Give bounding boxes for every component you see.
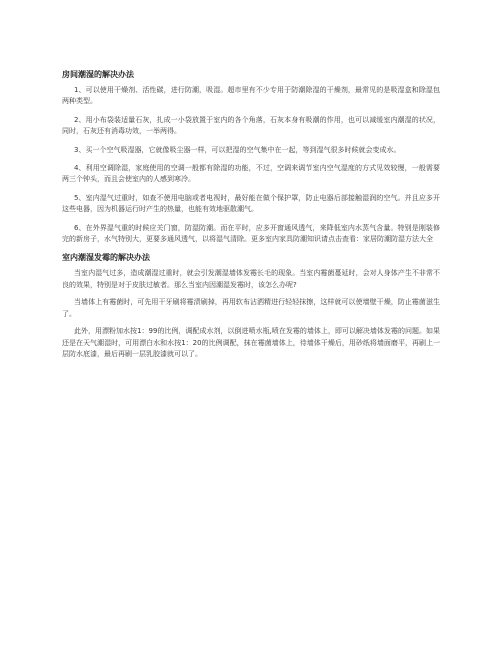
paragraph-mold-bleach: 此外，用漂粉加水按1：99的比例，调配成水剂，以倒进喷水瓶,喷在发霉的墙体上，即可以解决墙体发霉的问题。如果还是在天气潮湿时，可用漂白水和水按1：20的比例调配，抹在霉菌墙体上，待墙体干燥后，用砂纸将墙面磨平，再刷上一层防水底漆，最后再刷一层乳胶漆就可以了。 — [62, 327, 440, 358]
paragraph-dehumidifier: 3、买一个空气吸湿器，它就像吸尘器一样，可以把湿的空气集中在一起，等到湿气很多时候就会变成水。 — [74, 145, 401, 154]
paragraph-mold-brush: 当墙体上有霉菌时，可先用干牙刷将霉渍刷掉，再用软布沾洒精进行轻轻抹擦，这样就可以使墙壁干燥，防止霉菌滋生了。 — [62, 298, 440, 318]
section-title-dampness-solutions: 房间潮湿的解决办法 — [62, 70, 134, 79]
paragraph-lime-bag: 2、用小布袋装适量石灰，扎成一小袋放置于室内的各个角落，石灰本身有吸潮的作用，也可以减缓室内潮湿的状况，同时，石灰还有消毒功效，一举两得。 — [62, 115, 440, 136]
section-title-mold-solutions: 室内潮湿发霉的解决办法 — [62, 253, 150, 263]
paragraph-electronics: 5、室内湿气过重时，如查不使用电脑或者电视时，最好能在做个保护罩，防止电器后部接触湿润的空气。并且应多开这些电器，因为机器运行时产生的热量，也能有效地驱散潮气。 — [62, 193, 440, 214]
paragraph-mold-intro: 当室内湿气过多，造成潮湿过重时，就会引发潮湿墙体发霉长毛的现象。当室内霉菌蔓延时，会对人身体产生不非常不良的效果，特别是对于皮肤过敏者。那么当室内因潮湿发霉时，该怎么办呢? — [62, 269, 440, 289]
paragraph-desiccant: 1、可以使用干燥剂、活性碳，进行防潮，吸湿。超市里有不少专用于防潮除湿的干燥剂，最常见的是吸湿盒和除湿包两种类型。 — [62, 86, 440, 106]
paragraph-air-conditioner: 4、利用空调除湿，家庭使用的空调一般都有除湿的功能，不过，空调来调节室内空气湿度的方式见效较慢，一般需要两三个钟头，而且会使室内的人感到寒冷。 — [62, 164, 440, 184]
document-body — [62, 66, 440, 366]
paragraph-ventilation: 6、在外界湿气重的时候应关门窗，防湿防潮。而在平时，应多开窗通风透气，来降低室内水蒸气含量。特别是刚装修完的新房子，水气特别大，更要多通风透气，以将湿气清除。更多室内家具防潮知识请点击查看：家居防潮防湿方法大全 — [62, 223, 440, 244]
